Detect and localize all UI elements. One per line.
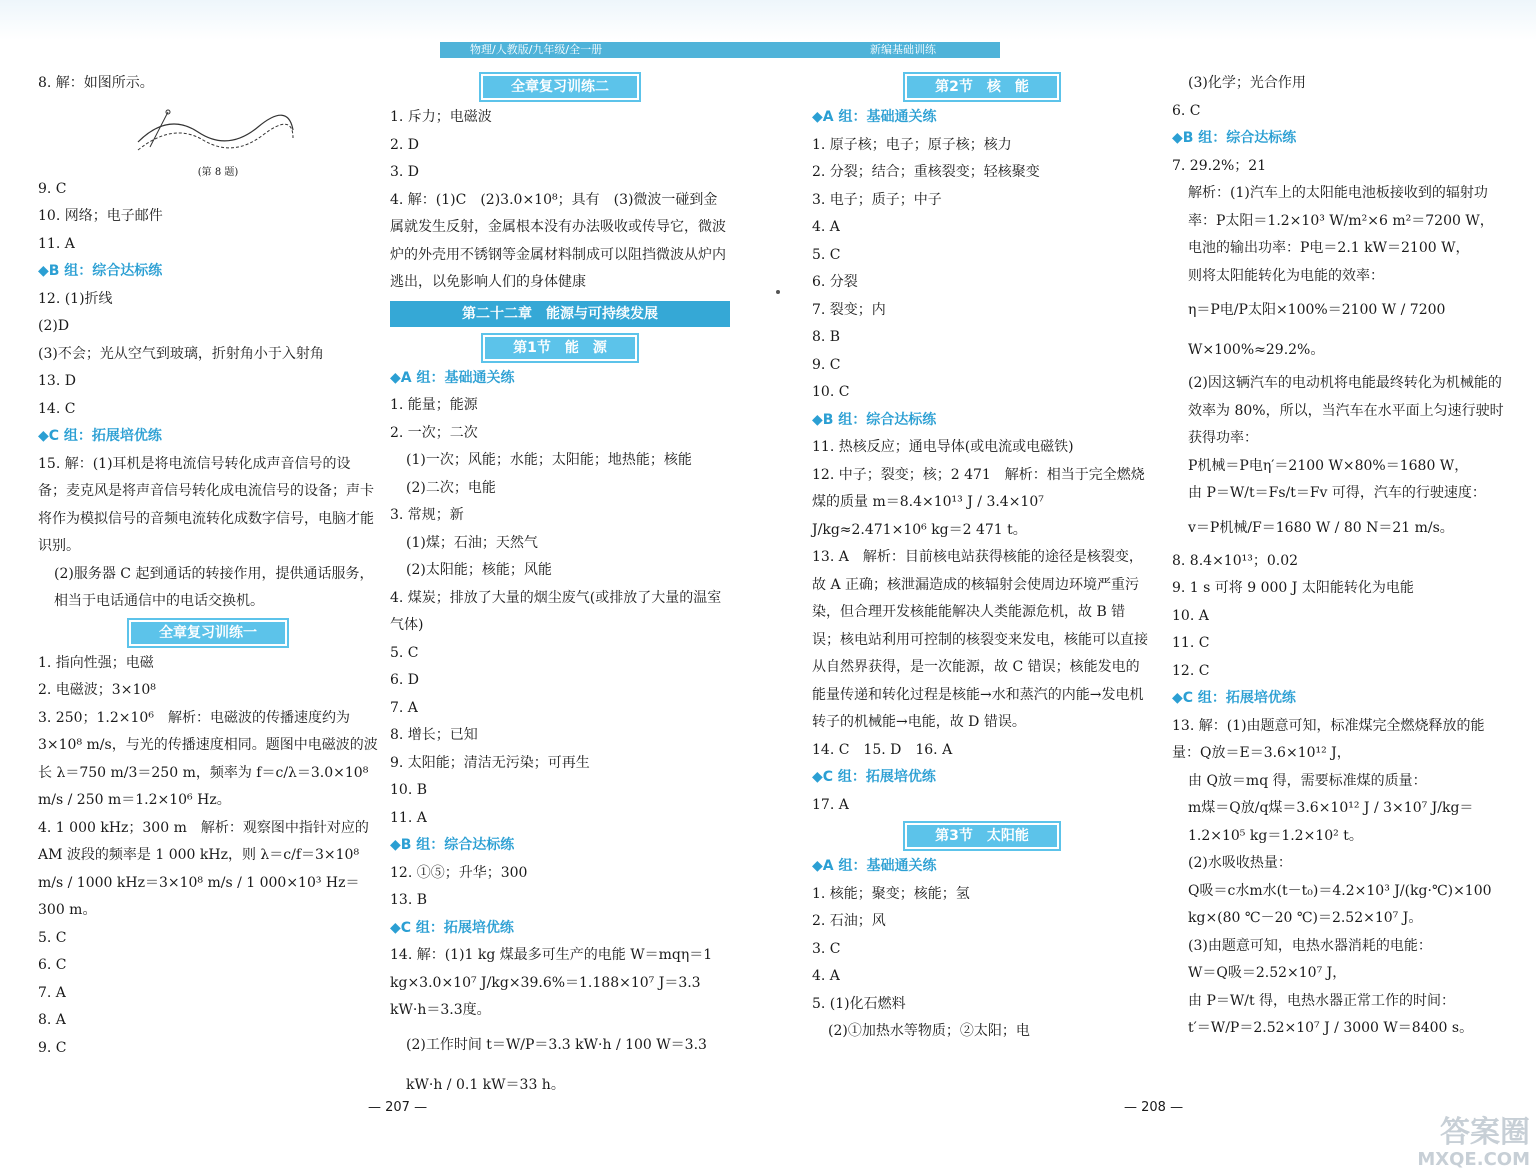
group-heading: ◆B 组：综合达标练 (390, 837, 515, 853)
answer-line: 2. D (390, 136, 420, 153)
answer-line: 12. ①⑤；升华；300 (390, 864, 528, 881)
answer-line: 7. 裂变；内 (812, 301, 886, 318)
answer-line: 6. D (390, 672, 420, 688)
answer-line: 12. C (1172, 662, 1210, 679)
answer-line: 3. 电子；质子；中子 (812, 191, 942, 208)
answer-line: 1. 原子核；电子；原子核；核力 (812, 136, 1012, 153)
answer-line: 9. C (812, 356, 841, 373)
group-heading: ◆A 组：基础通关练 (812, 858, 937, 874)
answer-paragraph: 13. 解：(1)由题意可知，标准煤完全燃烧释放的能量：Q放＝E＝3.6×10¹² J， (1172, 717, 1485, 761)
group-heading: ◆C 组：拓展培优练 (390, 919, 514, 936)
answer-line: (1)煤；石油；天然气 (406, 534, 538, 551)
section-banner: 第1节 能 源 (483, 335, 637, 361)
answer-paragraph: t′＝W/P＝2.52×10⁷ J / 3000 W＝8400 s。 (1188, 1020, 1474, 1036)
answer-line: 5. C (38, 929, 67, 946)
answer-line: 11. A (390, 809, 427, 826)
header-right-text: 新编基础训练 (870, 43, 936, 56)
header-left-text: 物理/人教版/九年级/全一册 (470, 43, 603, 56)
answer-line: 6. 分裂 (812, 274, 858, 290)
answer-line: 10. A (1172, 607, 1209, 624)
answer-line: 14. C 15. D 16. A (812, 741, 953, 758)
answer-line: 12. (1)折线 (38, 290, 113, 307)
page-header (440, 42, 1000, 58)
answer-paragraph: 由 Q放＝mq 得，需要标准煤的质量： (1188, 772, 1427, 789)
answer-paragraph: 由 P＝W/t 得，电热水器正常工作的时间： (1188, 992, 1456, 1009)
answer-line: 2. 一次；二次 (390, 424, 478, 441)
answer-paragraph: v＝P机械/F＝1680 W / 80 N＝21 m/s。 (1188, 519, 1454, 536)
watermark-line-1: 答案圈 (1440, 1115, 1530, 1150)
answer-line: 1. 核能；聚变；核能；氢 (812, 885, 970, 902)
answer-line: 8. B (812, 329, 841, 345)
group-heading: ◆B 组：综合达标练 (812, 411, 937, 428)
answer-paragraph: 则将太阳能转化为电能的效率： (1188, 267, 1384, 284)
center-dot (776, 290, 780, 294)
answer-line: 17. A (812, 796, 849, 813)
answer-paragraph: 4. 煤炭；排放了大量的烟尘废气(或排放了大量的温室气体) (390, 589, 722, 633)
answer-line: 13. B (390, 892, 428, 908)
column-3 (812, 70, 1152, 1046)
answer-line: (3)化学；光合作用 (1188, 75, 1306, 91)
answer-line: 8. 增长；已知 (390, 727, 478, 743)
section-banner: 全章复习训练二 (481, 74, 639, 100)
answer-paragraph: m煤＝Q放/q煤＝3.6×10¹² J / 3×10⁷ J/kg＝1.2×10⁵ kg＝1.2×10² t。 (1188, 800, 1474, 844)
answer-line: 10. C (812, 384, 850, 400)
answer-line: 9. 太阳能；清洁无污染；可再生 (390, 754, 590, 771)
answer-line: 5. (1)化石燃料 (812, 995, 906, 1012)
column-1 (38, 70, 378, 1062)
answer-line: 9. 1 s 可将 9 000 J 太阳能转化为电能 (1172, 580, 1414, 596)
answer-line: 7. A (38, 984, 66, 1001)
answer-line: 8. A (38, 1012, 66, 1028)
answer-line: 11. C (1172, 635, 1210, 651)
answer-line: 3. C (812, 940, 841, 957)
answer-line: 1. 能量；能源 (390, 397, 478, 413)
answer-paragraph: 3. 250；1.2×10⁶ 解析：电磁波的传播速度约为 3×10⁸ m/s，与光的传播速度相同。题图中电磁波的波长 λ＝750 m/3＝250 m，频率为 f＝c/λ＝3.0×10⁸ m/s / 250 m＝1.2×10⁶ Hz。 (38, 709, 378, 808)
section-banner-wrap (390, 331, 730, 365)
answer-line: (2)太阳能；核能；风能 (406, 562, 552, 578)
answer-line: (2)二次；电能 (406, 479, 496, 496)
section-banner: 第2节 核 能 (905, 74, 1059, 100)
section-banner-wrap (390, 70, 730, 104)
page-number-left: — 207 — (368, 1100, 428, 1115)
page-number-right: — 208 — (1124, 1100, 1184, 1115)
group-heading: ◆C 组：拓展培优练 (1172, 690, 1296, 706)
watermark-line-2: MXQE.COM (1417, 1149, 1530, 1170)
answer-line: 7. A (390, 699, 418, 716)
wave-diagram (128, 102, 298, 157)
answer-paragraph: 4. 解：(1)C (2)3.0×10⁸；具有 (3)微波一碰到金属就发生反射，金属根本没有办法吸收或传导它，微波炉的外壳用不锈钢等金属材料制成可以阻挡微波从炉内逃出，以免影响人们的身体健康 (390, 191, 726, 290)
answer-paragraph: Q吸＝c水m水(t－t₀)＝4.2×10³ J/(kg·℃)×100 kg×(80 ℃－20 ℃)＝2.52×10⁷ J。 (1188, 882, 1492, 926)
section-banner-wrap (812, 819, 1152, 853)
column-2 (390, 70, 730, 1105)
answer-paragraph: 12. 中子；裂变；核；2 471 解析：相当于完全燃烧煤的质量 m＝8.4×10¹³ J / 3.4×10⁷ J/kg≈2.471×10⁶ kg＝2 471 t。 (812, 466, 1145, 538)
group-heading: ◆B 组：综合达标练 (38, 263, 163, 279)
answer-paragraph: 15. 解：(1)耳机是将电流信号转化成声音信号的设备；麦克风是将声音信号转化成电流信号的设备；声卡将作为模拟信号的音频电流转化成数字信号，电脑才能识别。 (38, 455, 374, 554)
answer-paragraph: (2)服务器 C 起到通话的转接作用，提供通话服务，相当于电话通信中的电话交换机。 (54, 565, 374, 609)
answer-line: 14. C (38, 400, 76, 417)
answer-line: (1)一次；风能；水能；太阳能；地热能；核能 (406, 452, 692, 468)
group-heading: ◆C 组：拓展培优练 (38, 428, 162, 444)
answer-paragraph: (2)水吸收热量： (1188, 855, 1292, 871)
answer-line: 5. C (390, 644, 419, 661)
answer-line: (2)D (38, 318, 70, 334)
answer-line: 6. C (1172, 102, 1201, 119)
group-heading: ◆B 组：综合达标练 (1172, 130, 1297, 146)
answer-line: 4. A (812, 968, 840, 984)
answer-paragraph: η＝P电/P太阳×100%＝2100 W / 7200 W×100%≈29.2%。 (1188, 302, 1446, 358)
answer-line: 3. 常规；新 (390, 507, 464, 523)
answer-paragraph: 电池的输出功率：P电＝2.1 kW＝2100 W， (1188, 240, 1470, 256)
answer-line: 9. C (38, 1039, 67, 1056)
answer-paragraph: 解析：(1)汽车上的太阳能电池板接收到的辐射功率：P太阳＝1.2×10³ W/m²×6 m²＝7200 W， (1188, 185, 1494, 229)
answer-paragraph: W＝Q吸＝2.52×10⁷ J， (1188, 965, 1347, 981)
section-banner: 全章复习训练一 (129, 620, 287, 646)
top-gradient (0, 0, 1536, 40)
answer-paragraph: (3)由题意可知，电热水器消耗的电能： (1188, 937, 1432, 954)
watermark-logo (1400, 1116, 1536, 1176)
answer-line: 10. B (390, 782, 428, 798)
answer-line: 5. C (812, 246, 841, 263)
answer-paragraph: (2)工作时间 t＝W/P＝3.3 kW·h / 100 W＝3.3 kW·h / 0.1 kW＝33 h。 (406, 1036, 707, 1093)
answer-paragraph: (2)因这辆汽车的电动机将电能最终转化为机械能的效率为 80%，所以，当汽车在水平面上匀速行驶时获得功率： (1188, 375, 1504, 446)
answer-line: 1. 斥力；电磁波 (390, 109, 492, 125)
answer-line: 2. 石油；风 (812, 913, 886, 929)
answer-line: 8. 8.4×10¹³；0.02 (1172, 552, 1299, 569)
answer-line: 11. A (38, 235, 75, 252)
answer-line: (3)不会；光从空气到玻璃，折射角小于入射角 (38, 345, 324, 362)
answer-paragraph: 由 P＝W/t＝Fs/t＝Fv 可得，汽车的行驶速度： (1188, 485, 1486, 501)
answer-line: 9. C (38, 180, 67, 197)
section-banner-wrap (812, 70, 1152, 104)
answer-line: 10. 网络；电子邮件 (38, 208, 163, 224)
figure-caption: (第 8 题) (197, 167, 239, 178)
column-4 (1172, 70, 1512, 1043)
answer-line: 1. 指向性强；电磁 (38, 654, 154, 671)
answer-line: 8. 解：如图所示。 (38, 75, 154, 91)
answer-paragraph: 13. A 解析：目前核电站获得核能的途径是核裂变，故 A 正确；核泄漏造成的核辐射会使周边环境严重污染，但合理开发核能能解决人类能源危机，故 B 错误；核电站利用可控制的核裂变来发电，核能可以直接从自然界获得，是一次能源，故 C 错误；核能发电的能量传递和转化过程是核能→水和蒸汽的内能→发电机转子的机械能→电能，故 D 错误。 (812, 549, 1148, 730)
answer-line: 6. C (38, 957, 67, 973)
answer-paragraph: P机械＝P电η′＝2100 W×80%＝1680 W， (1188, 457, 1469, 474)
answer-line: (2)①加热水等物质；②太阳；电 (828, 1023, 1030, 1039)
answer-line: 2. 分裂；结合；重核裂变；轻核聚变 (812, 164, 1040, 180)
answer-line: 3. D (390, 164, 420, 180)
answer-paragraph: 14. 解：(1)1 kg 煤最多可生产的电能 W＝mqη＝1 kg×3.0×10⁷ J/kg×39.6%＝1.188×10⁷ J＝3.3 kW·h＝3.3度。 (390, 947, 713, 1018)
section-banner: 第3节 太阳能 (905, 823, 1059, 849)
group-heading: ◆A 组：基础通关练 (812, 109, 937, 125)
section-banner-wrap (38, 616, 378, 650)
group-heading: ◆C 组：拓展培优练 (812, 769, 936, 785)
answer-line: 4. A (812, 219, 840, 235)
answer-paragraph: 4. 1 000 kHz；300 m 解析：观察图中指针对应的 AM 波段的频率是 1 000 kHz，则 λ＝c/f＝3×10⁸ m/s / 1000 kHz＝3×10⁸ m/s / 1 000×10³ Hz＝300 m。 (38, 819, 369, 918)
answer-line: 7. 29.2%；21 (1172, 157, 1267, 174)
answer-line: 11. 热核反应；通电导体(或电流或电磁铁) (812, 439, 1074, 455)
chapter-banner: 第二十二章 能源与可持续发展 (390, 301, 730, 327)
answer-line: 13. D (38, 373, 76, 389)
figure-8 (128, 102, 298, 178)
answer-line: 2. 电磁波；3×10⁸ (38, 682, 156, 698)
group-heading: ◆A 组：基础通关练 (390, 369, 515, 386)
